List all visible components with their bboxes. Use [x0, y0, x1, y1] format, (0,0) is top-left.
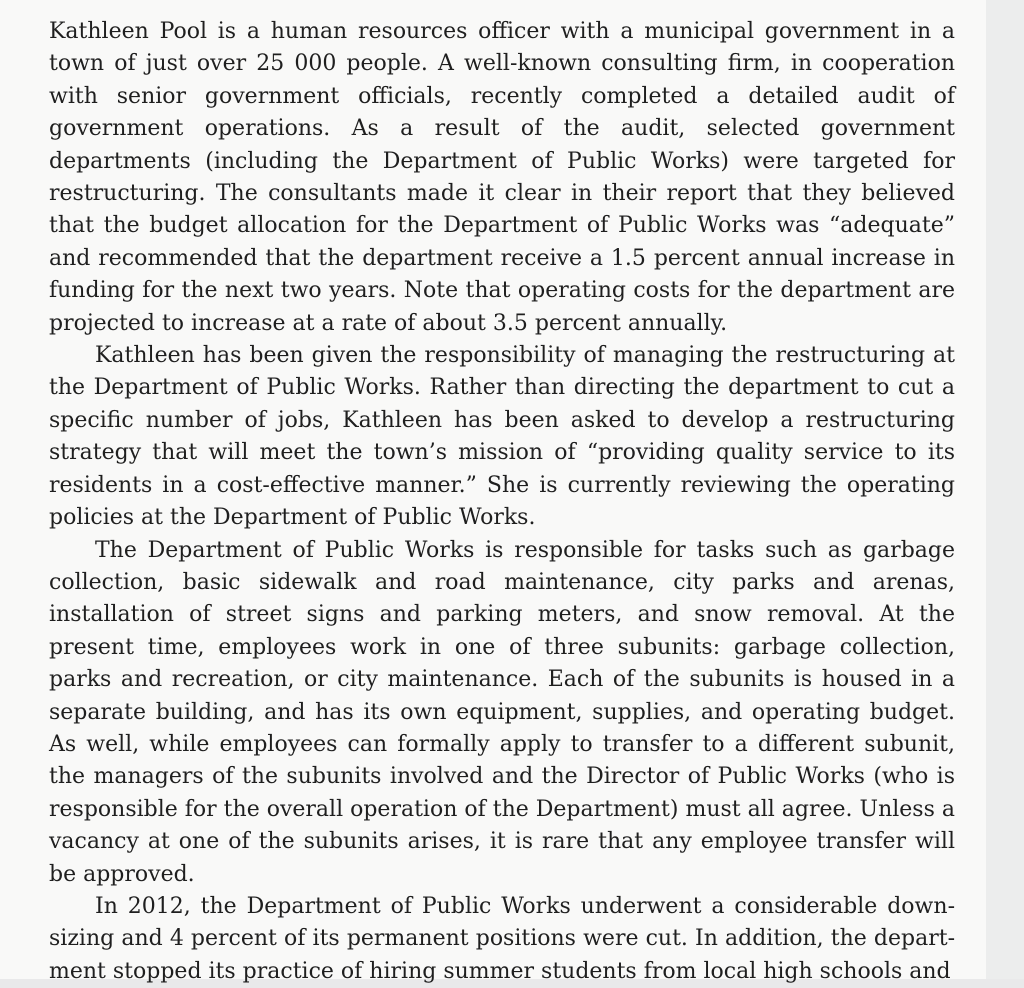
paragraph-2: Kathleen has been given the responsibility of managing the restructuring at the Department of Public Works. Rather than directing the department to cut a specific number of jobs, Kathleen has been asked to develop a restructuring strategy that will meet the town’s mission of “providing quality service to its residents in a cost-effective manner.” She is currently reviewing the operating policies at the Department of Public Works.	[49, 343, 955, 531]
case-text	[49, 16, 955, 988]
paragraph-3: The Department of Public Works is responsible for tasks such as garbage collection, basic sidewalk and road maintenance, city parks and arenas, installation of street signs and parking meters, and snow removal. At the present time, employees work in one of three subunits: garbage collection, parks and recreation, or city maintenance. Each of the subunits is housed in a separate building, and has its own equipment, supplies, and operating budget. As well, while employees can formally apply to transfer to a different subunit, the managers of the subunits involved and the Director of Public Works (who is responsible for the overall operation of the Department) must all agree. Unless a vacancy at one of the subunits arises, it is rare that any employee transfer will be approved.	[49, 537, 955, 887]
paragraph-4: In 2012, the Department of Public Works underwent a considerable downsizing and 4 percent of its permanent positions were cut. In addition, the department stopped its practice of hiring summer students from local high schools and	[49, 893, 955, 984]
paragraph-1: Kathleen Pool is a human resources officer with a municipal government in a town of just over 25 000 people. A well-known consulting firm, in cooperation with senior government officials, recently completed a detailed audit of government operations. As a result of the audit, selected government departments (including the Department of Public Works) were targeted for restructuring. The consultants made it clear in their report that they believed that the budget allocation for the Department of Public Works was “adequate” and recommended that the department receive a 1.5 percent annual increase in funding for the next two years. Note that operating costs for the department are projected to increase at a rate of about 3.5 percent annually.	[49, 19, 955, 336]
page-margin-strip	[986, 0, 1024, 979]
